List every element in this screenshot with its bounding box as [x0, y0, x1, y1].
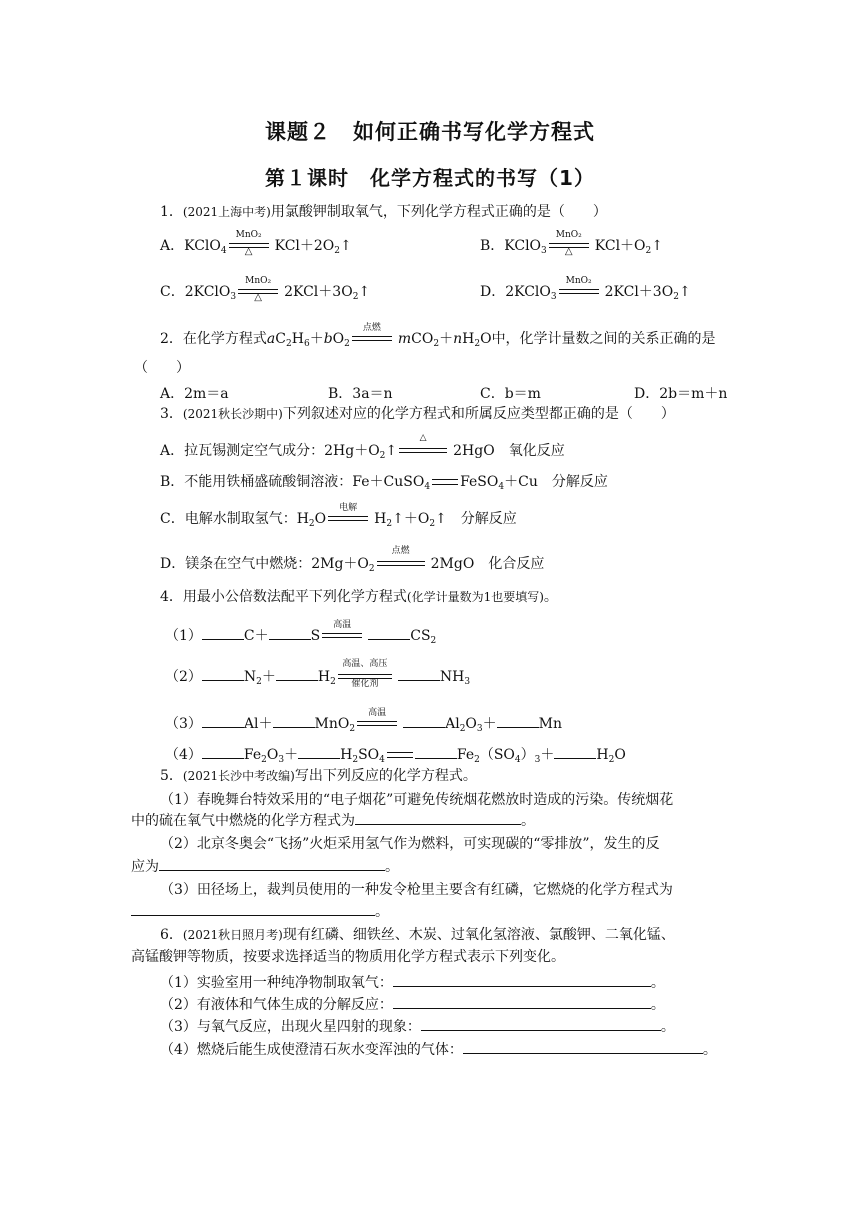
q6-item-3: （3）与氧气反应，出现火星四射的现象： 。 [160, 1016, 675, 1037]
q5-item-1-line1: （1）春晚舞台特效采用的“电子烟花”可避免传统烟花燃放时造成的污染。传统烟花 [160, 792, 674, 808]
q1-option-a: A．KClO$_4$ MnO₂ △ $KCl+2O_2↑$ [160, 230, 352, 257]
q5-item-2-line1: （2）北京冬奥会“飞扬”火炬采用氢气作为燃料，可实现碳的“零排放”，发生的反 [160, 836, 660, 852]
q6-1-answer-blank[interactable] [393, 972, 651, 987]
q4-2-blank-a[interactable] [202, 666, 244, 681]
q3-stem: 3．(2021秋长沙期中)下列叙述对应的化学方程式和所属反应类型都正确的是（ ） [160, 406, 675, 422]
lesson-title: 课题２ 如何正确书写化学方程式 [265, 120, 595, 144]
q4-1-blank-b[interactable] [269, 625, 311, 640]
q5-item-3-line1: （3）田径场上，裁判员使用的一种发令枪里主要含有红磷，它燃烧的化学方程式为 [160, 882, 673, 898]
q5-3-answer-blank[interactable] [131, 901, 375, 916]
q2-option-a: A．2m＝a [160, 386, 229, 402]
q4-4-blank-d[interactable] [554, 744, 596, 759]
q4-4-blank-a[interactable] [202, 744, 244, 759]
q3-option-a: A．拉瓦锡测定空气成分：$2Hg+O_2↑$ △ 2HgO 氧化反应 [160, 433, 565, 461]
q6-3-answer-blank[interactable] [421, 1016, 661, 1031]
q2-stem: 2．在化学方程式$aC_2H_6+bO_2$ 点燃 $mCO_2+nH_2O$中，化学计量数之间的关系正确的是 [160, 323, 716, 349]
q4-3-blank-c[interactable] [403, 713, 445, 728]
q4-1-blank-c[interactable] [368, 625, 410, 640]
q5-item-3-line2: 。 [131, 901, 389, 922]
q5-1-answer-blank[interactable] [355, 810, 521, 825]
q3-option-d: D．镁条在空气中燃烧：$2Mg+O_2$ 点燃 2MgO 化合反应 [160, 546, 545, 574]
q1-option-d: D．2KClO$_3$ MnO₂ $2KCl+3O_2↑$ [480, 276, 691, 302]
q3-option-b: B．不能用铁桶盛硫酸铜溶液：Fe＋CuSO$_4$ FeSO$_4$＋Cu 分解反应 [160, 474, 608, 492]
q4-4-blank-c[interactable] [415, 744, 457, 759]
q6-item-4: （4）燃烧后能生成使澄清石灰水变浑浊的气体： 。 [160, 1039, 717, 1060]
q4-equation-1: （1） C＋ S 高温 $CS_2$ [165, 620, 437, 646]
q4-stem: 4．用最小公倍数法配平下列化学方程式(化学计量数为1也要填写)。 [160, 589, 558, 605]
q4-2-blank-c[interactable] [398, 666, 440, 681]
q6-2-answer-blank[interactable] [393, 994, 651, 1009]
lesson-subtitle: 第１课时 化学方程式的书写（1） [265, 166, 595, 190]
q5-stem: 5．(2021长沙中考改编)写出下列反应的化学方程式。 [160, 768, 477, 784]
q4-1-blank-a[interactable] [202, 625, 244, 640]
q4-2-blank-b[interactable] [276, 666, 318, 681]
q4-equation-4: （4） $Fe_2O_3+ H_2SO_4$ $Fe_2(SO_4)_3+ H_2O$ [165, 744, 626, 765]
q4-4-blank-b[interactable] [298, 744, 340, 759]
q4-equation-2: （2） $N_2+ H_2$ 高温、高压 催化剂 $NH_3$ [165, 659, 471, 689]
q1-option-c: C．2KClO$_3$ MnO₂ △ $2KCl+3O_2↑$ [160, 276, 371, 303]
q2-option-c: C．b＝m [480, 386, 541, 402]
q2-answer-paren: （ ） [134, 360, 190, 376]
q6-item-1: （1）实验室用一种纯净物制取氧气： 。 [160, 972, 665, 993]
q2-option-b: B．3a＝n [328, 386, 393, 402]
q5-item-2-line2: 应为 。 [131, 856, 399, 877]
q6-4-answer-blank[interactable] [463, 1039, 703, 1054]
q4-equation-3: （3） Al＋ MnO$_2$ 高温 $Al_2O_3+ Mn$ [165, 708, 562, 734]
q6-stem-line2: 高锰酸钾等物质，按要求选择适当的物质用化学方程式表示下列变化。 [131, 949, 565, 965]
q1-option-b: B．KClO$_3$ MnO₂ △ $KCl+O_2↑$ [480, 230, 663, 257]
q5-2-answer-blank[interactable] [159, 856, 385, 871]
q4-3-blank-d[interactable] [497, 713, 539, 728]
q6-stem: 6．(2021秋日照月考)现有红磷、细铁丝、木炭、过氧化氢溶液、氯酸钾、二氧化锰、 [160, 927, 675, 943]
q6-item-2: （2）有液体和气体生成的分解反应： 。 [160, 994, 665, 1015]
q2-option-d: D．2b＝m＋n [634, 386, 728, 402]
q4-3-blank-a[interactable] [202, 713, 244, 728]
q5-item-1-line2: 中的硫在氧气中燃烧的化学方程式为 。 [131, 810, 535, 831]
q3-option-c: C．电解水制取氢气：$H_2O$ 电解 $H_2↑+O_2↑$ 分解反应 [160, 503, 517, 529]
q4-3-blank-b[interactable] [273, 713, 315, 728]
q1-stem: 1．(2021上海中考)用氯酸钾制取氧气，下列化学方程式正确的是（ ） [160, 204, 607, 220]
